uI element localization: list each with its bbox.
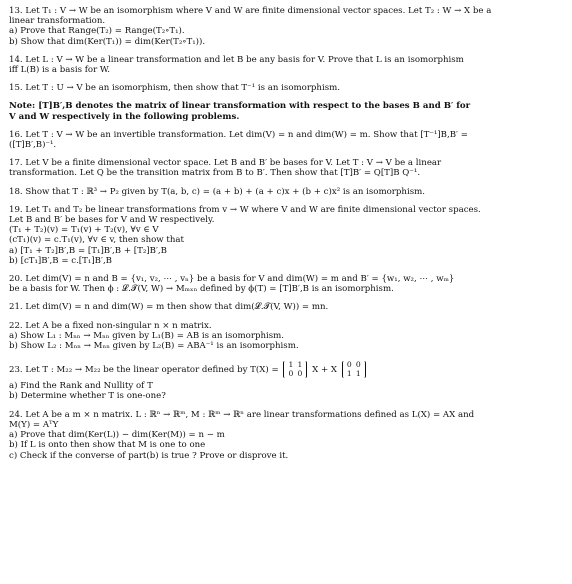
problem-17 [9, 158, 564, 178]
problem-22-part-b: b) Show L₂ : Mₙₙ → Mₙₙ given by L₂(B) = ABA⁻¹ is an isomorphism. [9, 341, 299, 352]
problem-15-line-1: 15. Let T : U → V be an isomorphism, then show that T⁻¹ is an isomorphism. [9, 83, 340, 94]
matrix-1-entry: 0 [297, 368, 303, 378]
problem-19 [9, 205, 564, 266]
problem-16 [9, 130, 564, 150]
matrix-1-entry: 1 [288, 360, 294, 370]
problem-24-line-1: 24. Let A be a m × n matrix. L : ℝⁿ → ℝᵐ, M : ℝᵐ → ℝⁿ are linear transformations defined as L(X) = AX and [9, 409, 475, 420]
problem-24-line-2: M(Y) = AᵀY [9, 419, 59, 430]
problem-20-line-1: 20. Let dim(V) = n and B = {v₁, v₂, ⋯ , vₙ} be a basis for V and dim(W) = m and B′ = {w₁, w₂, ⋯ , wₘ} [9, 274, 455, 285]
problem-14-line-1: 14. Let L : V → W be a linear transformation and let B be any basis for V. Prove that L is an isomorphism [9, 54, 464, 65]
matrix-2-entry: 1 [355, 368, 361, 378]
matrix-2-entry: 0 [346, 360, 352, 370]
problem-23 [9, 359, 564, 401]
problem-22-part-a: a) Show L₁ : Mₙₙ → Mₙₙ given by L₁(B) = AB is an isomorphism. [9, 330, 285, 341]
note-block [9, 101, 564, 121]
matrix-1-entry: 0 [288, 368, 294, 378]
problem-21-line-1: 21. Let dim(V) = n and dim(W) = m then show that dim(𝓛.𝓣(V, W)) = mn. [9, 302, 329, 313]
problem-23-equation [9, 359, 564, 381]
problem-23-part-a: a) Find the Rank and Nullity of T [9, 381, 153, 392]
problem-23-part-b: b) Determine whether T is one-one? [9, 391, 166, 402]
problem-19-part-b: b) [cT₁]B′,B = c.[T₁]B′,B [9, 255, 112, 266]
problem-14 [9, 55, 564, 75]
problem-16-line-2: ([T]B′,B)⁻¹. [9, 140, 57, 151]
problem-19-part-a: a) [T₁ + T₂]B′,B = [T₁]B′,B + [T₂]B′,B [9, 245, 167, 256]
problem-22-line-1: 22. Let A be a fixed non-singular n × n matrix. [9, 320, 212, 331]
matrix-2-entry: 0 [355, 360, 361, 370]
problem-24 [9, 410, 564, 461]
problem-13-part-a: a) Prove that Range(T₂) = Range(T₂∘T₁). [9, 26, 185, 37]
problem-19-line-2: Let B and B′ be bases for V and W respectively. [9, 215, 215, 226]
matrix-2 [342, 361, 366, 378]
problem-17-line-2: transformation. Let Q be the transition matrix from B to B′. Then show that [T]B′ = Q[T]B Q⁻¹. [9, 168, 421, 179]
problem-19-line-1: 19. Let T₁ and T₂ be linear transformations from v → W where V and W are finite dimensional vector spaces. [9, 204, 481, 215]
note-line-1: Note: [T]B′,B denotes the matrix of linear transformation with respect to the bases B and B′ for [9, 101, 471, 112]
note-line-2: V and W respectively in the following problems. [9, 111, 240, 122]
problem-23-mid: X + X [312, 365, 338, 376]
problem-18 [9, 187, 564, 197]
problem-21 [9, 302, 564, 312]
problem-14-line-2: iff L(B) is a basis for W. [9, 65, 110, 76]
problem-13-line-2: linear transformation. [9, 16, 106, 27]
problem-22 [9, 321, 564, 352]
problem-13-part-b: b) Show that dim(Ker(T₁)) = dim(Ker(T₂∘T₁)). [9, 36, 206, 47]
problem-13-line-1: 13. Let T₁ : V → W be an isomorphism where V and W are finite dimensional vector spaces. Let T₂ : W → X be a [9, 6, 492, 16]
matrix-2-entry: 1 [346, 368, 352, 378]
problem-23-prefix: 23. Let T : M₂₂ → M₂₂ be the linear operator defined by T(X) = [9, 365, 279, 376]
problem-24-part-b: b) If L is onto then show that M is one to one [9, 440, 206, 451]
problem-16-line-1: 16. Let T : V → W be an invertible transformation. Let dim(V) = n and dim(W) = m. Show that [T⁻¹]B,B′ = [9, 129, 468, 140]
problem-19-line-3: (T₁ + T₂)(v) = T₁(v) + T₂(v), ∀v ∈ V [9, 225, 159, 236]
problem-19-line-4: (cT₁)(v) = c.T₁(v), ∀v ∈ v, then show that [9, 235, 184, 246]
problem-24-part-c: c) Check if the converse of part(b) is true ? Prove or disprove it. [9, 450, 289, 461]
problem-18-line-1: 18. Show that T : ℝ³ → P₂ given by T(a, b, c) = (a + b) + (a + c)x + (b + c)x² is an isomorphism. [9, 186, 425, 197]
problem-17-line-1: 17. Let V be a finite dimensional vector space. Let B and B′ be bases for V. Let T : V → V be a linear [9, 158, 442, 169]
problem-24-part-a: a) Prove that dim(Ker(L)) − dim(Ker(M)) = n − m [9, 430, 225, 441]
matrix-1 [283, 361, 307, 378]
problem-20 [9, 274, 564, 294]
matrix-1-entry: 1 [297, 360, 303, 370]
problem-20-line-2: be a basis for W. Then ϕ : 𝓛.𝓣(V, W) → Mₘₓₙ defined by ϕ(T) = [T]B′,B is an isomorphism. [9, 284, 394, 295]
problem-13 [9, 6, 564, 47]
problem-15 [9, 83, 564, 93]
